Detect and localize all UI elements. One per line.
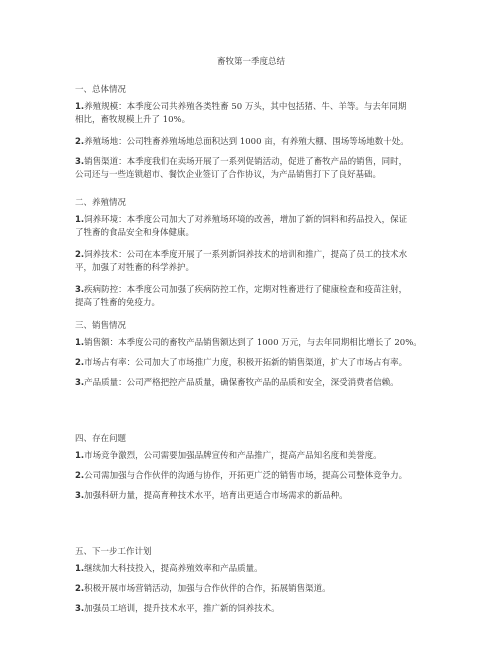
list-item bbox=[75, 156, 435, 182]
list-item-text: 积极开展市场营销活动，加强与合作伙伴的合作，拓展销售渠道。 bbox=[84, 584, 331, 594]
list-item-line bbox=[75, 377, 435, 390]
list-item-number: 2. bbox=[75, 137, 85, 147]
list-item bbox=[75, 603, 435, 616]
list-item-line bbox=[75, 249, 435, 262]
list-item bbox=[75, 583, 435, 596]
list-item-line bbox=[75, 450, 435, 463]
list-item-text: 了牲畜的食品安全和身体健康。 bbox=[75, 228, 195, 238]
section-heading: 一、总体情况 bbox=[75, 85, 127, 95]
list-item-line bbox=[75, 169, 435, 182]
list-item-text: 加强科研力量，提高育种技术水平，培育出更适合市场需求的新品种。 bbox=[84, 491, 348, 501]
list-item bbox=[75, 101, 435, 127]
list-item bbox=[75, 337, 435, 350]
list-item-line bbox=[75, 603, 435, 616]
list-item-line bbox=[75, 114, 435, 127]
list-item-text: 养殖场地：公司牲畜养殖场地总面积达到 1000 亩，有养殖大棚、围场等场地数十处。 bbox=[84, 137, 409, 147]
list-item-line bbox=[75, 227, 435, 240]
list-item-text: 相比，畜牧规模上升了 10%。 bbox=[75, 115, 191, 125]
list-item-line bbox=[75, 490, 435, 503]
list-item-number: 3. bbox=[75, 491, 85, 501]
list-item-number: 1. bbox=[75, 338, 85, 348]
list-item bbox=[75, 284, 435, 310]
list-item-line bbox=[75, 297, 435, 310]
list-item bbox=[75, 249, 435, 275]
list-item-number: 1. bbox=[75, 564, 85, 574]
list-item-text: 提高了牲畜的免疫力。 bbox=[75, 298, 161, 308]
list-item-number: 3. bbox=[75, 378, 85, 388]
list-item-number: 2. bbox=[75, 358, 85, 368]
list-item-text: 市场占有率：公司加大了市场推广力度，积极开拓新的销售渠道，扩大了市场占有率。 bbox=[84, 358, 408, 368]
list-item-line bbox=[75, 136, 435, 149]
list-item-text: 饲养技术：公司在本季度开展了一系列新饲养技术的培训和推广，提高了员工的技术水 bbox=[84, 250, 408, 260]
document-title: 畜牧第一季度总结 bbox=[216, 57, 285, 67]
section-heading: 五、下一步工作计划 bbox=[75, 547, 152, 557]
list-item-number: 3. bbox=[75, 604, 85, 614]
list-item-line bbox=[75, 101, 435, 114]
list-item bbox=[75, 136, 435, 149]
list-item-text: 平，加强了对牲畜的科学养护。 bbox=[75, 263, 195, 273]
list-item bbox=[75, 563, 435, 576]
list-item-text: 饲养环境：本季度公司加大了对养殖场环境的改善，增加了新的饲料和药品投入，保证 bbox=[84, 215, 408, 225]
list-item-text: 公司需加强与合作伙伴的沟通与协作，开拓更广泛的销售市场，提高公司整体竞争力。 bbox=[84, 471, 408, 481]
list-item-text: 公司还与一些连锁超市、餐饮企业签订了合作协议，为产品销售打下了良好基础。 bbox=[75, 170, 382, 180]
list-item-number: 1. bbox=[75, 102, 85, 112]
list-item bbox=[75, 214, 435, 240]
list-item-text: 市场竞争激烈，公司需要加强品牌宣传和产品推广，提高产品知名度和美誉度。 bbox=[84, 451, 382, 461]
list-item-number: 1. bbox=[75, 451, 85, 461]
list-item-line bbox=[75, 337, 435, 350]
list-item-line bbox=[75, 156, 435, 169]
list-item-number: 2. bbox=[75, 471, 85, 481]
list-item-text: 加强员工培训，提升技术水平，推广新的饲养技术。 bbox=[84, 604, 280, 614]
section-heading: 二、养殖情况 bbox=[75, 198, 127, 208]
list-item-number: 2. bbox=[75, 250, 85, 260]
list-item-text: 销售渠道：本季度我们在卖场开展了一系列促销活动，促进了畜牧产品的销售，同时， bbox=[84, 157, 408, 167]
list-item-line bbox=[75, 583, 435, 596]
list-item-line bbox=[75, 470, 435, 483]
list-item-line bbox=[75, 357, 435, 370]
list-item-line bbox=[75, 262, 435, 275]
list-item-text: 继续加大科技投入，提高养殖效率和产品质量。 bbox=[84, 564, 263, 574]
list-item bbox=[75, 357, 435, 370]
list-item-line bbox=[75, 214, 435, 227]
list-item-number: 2. bbox=[75, 584, 85, 594]
list-item bbox=[75, 470, 435, 483]
list-item-number: 3. bbox=[75, 285, 85, 295]
list-item bbox=[75, 490, 435, 503]
list-item-line bbox=[75, 284, 435, 297]
list-item-line bbox=[75, 563, 435, 576]
list-item-text: 产品质量：公司严格把控产品质量，确保畜牧产品的品质和安全，深受消费者信赖。 bbox=[84, 378, 399, 388]
list-item-text: 销售额：本季度公司的畜牧产品销售额达到了 1000 万元，与去年同期相比增长了 20%。 bbox=[84, 338, 422, 348]
list-item bbox=[75, 450, 435, 463]
list-item-number: 3. bbox=[75, 157, 85, 167]
section-heading: 三、销售情况 bbox=[75, 321, 127, 331]
list-item bbox=[75, 377, 435, 390]
list-item-number: 1. bbox=[75, 215, 85, 225]
list-item-text: 疾病防控：本季度公司加强了疾病防控工作，定期对牲畜进行了健康检查和疫苗注射， bbox=[84, 285, 408, 295]
section-heading: 四、存在问题 bbox=[75, 434, 127, 444]
list-item-text: 养殖规模：本季度公司共养殖各类牲畜 50 万头，其中包括猪、牛、羊等。与去年同期 bbox=[84, 102, 407, 112]
